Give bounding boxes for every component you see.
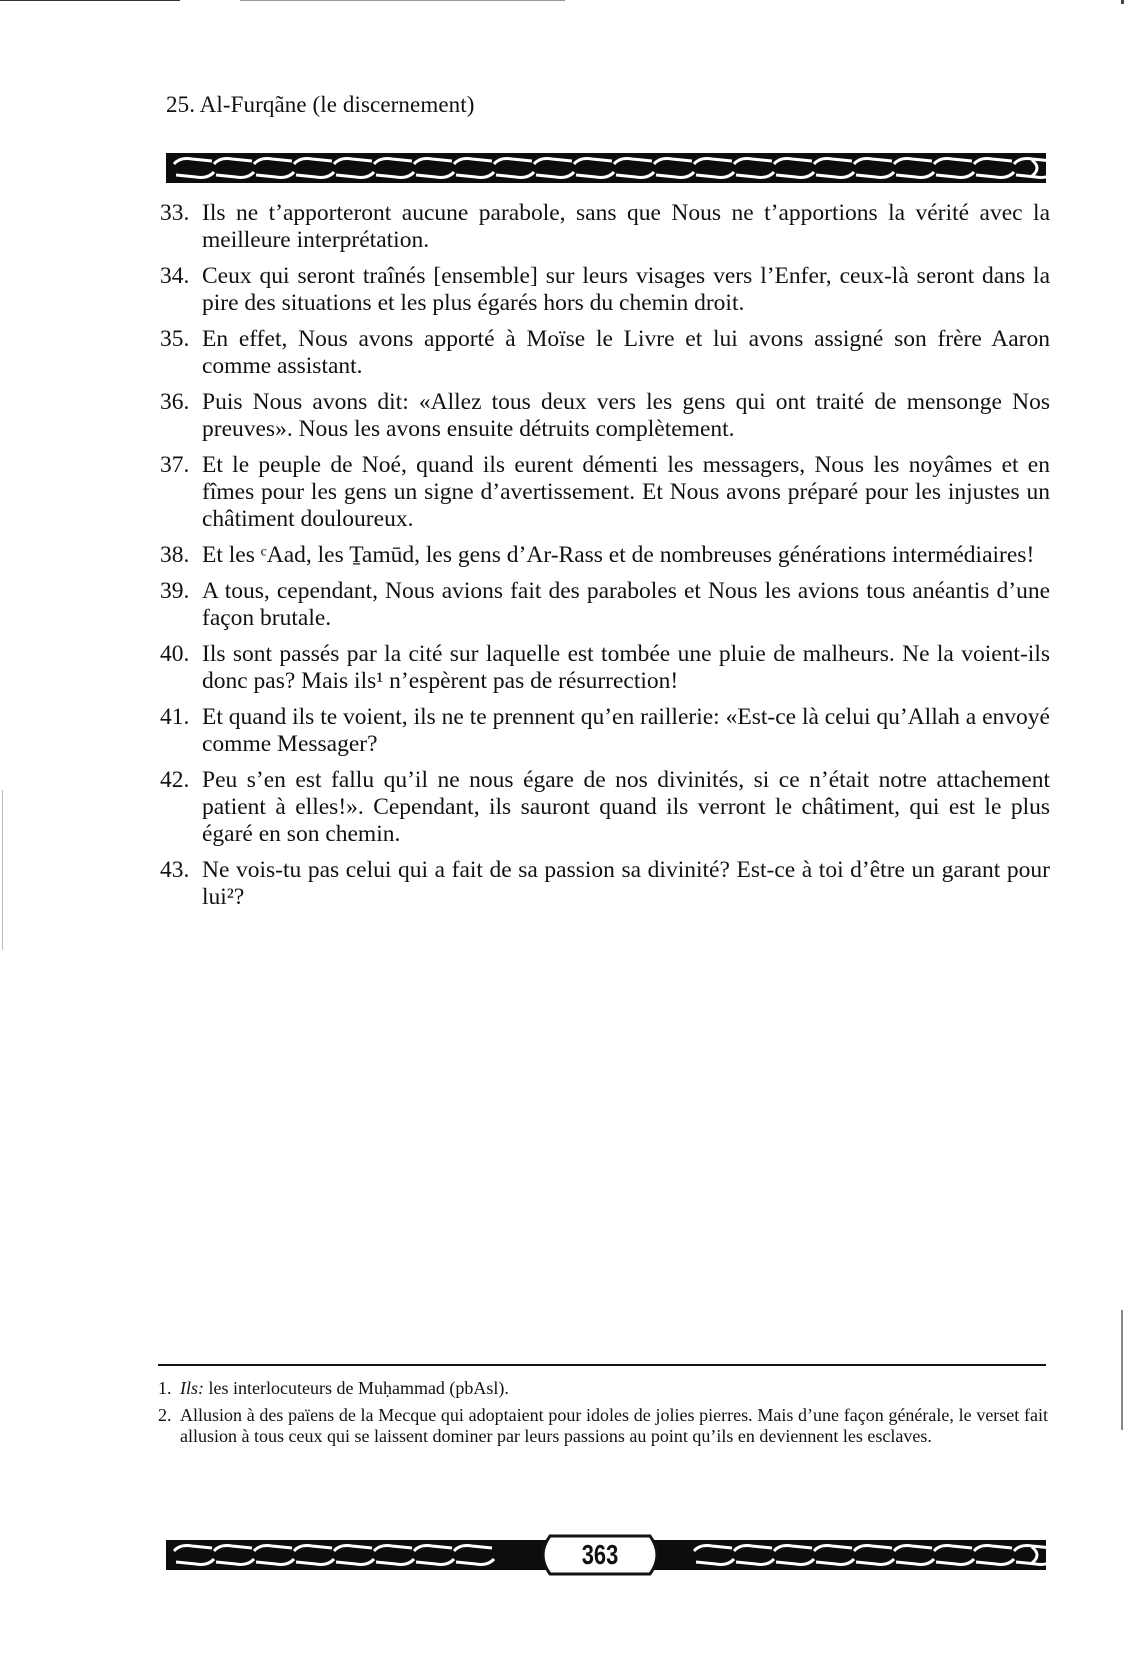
- verse: [160, 389, 1050, 443]
- verse-number: 36.: [160, 389, 190, 415]
- scan-edge-mark: [1121, 0, 1124, 4]
- chain-link: [374, 1546, 414, 1565]
- chain-ornament-pattern: [166, 153, 1046, 183]
- chain-link: [334, 159, 374, 178]
- chain-ornament-top: [166, 153, 1046, 183]
- verse: [160, 542, 1050, 569]
- verse: [160, 200, 1050, 254]
- chain-link: [294, 159, 334, 178]
- chain-link: [774, 1546, 814, 1565]
- verse: [160, 641, 1050, 695]
- chain-link: [254, 159, 294, 178]
- chain-link: [974, 1546, 1014, 1565]
- chain-link: [374, 159, 414, 178]
- scan-edge-line: [0, 0, 180, 1]
- verse-text: Peu s’en est fallu qu’il ne nous égare de nos divinités, si ce n’était notre attachement patient à elles!». Cependant, ils sauront quand ils verront le châtiment, qui est le plus égaré en son chemin.: [202, 767, 1050, 847]
- chain-link: [174, 1546, 214, 1565]
- verse-text: Ils sont passés par la cité sur laquelle est tombée une pluie de malheurs. Ne la voient-ils donc pas? Mais ils¹ n’espèrent pas de résurrection!: [202, 641, 1050, 694]
- chain-link: [894, 1546, 934, 1565]
- verse-text: Ceux qui seront traînés [ensemble] sur leurs visages vers l’Enfer, ceux-là seront dans la pire des situations et les plus égarés hors du chemin droit.: [202, 263, 1050, 316]
- chain-link: [734, 1546, 774, 1565]
- scan-edge-line: [2, 790, 3, 950]
- verse-list: [160, 200, 1050, 920]
- verse-number: 33.: [160, 200, 190, 226]
- footnote: [158, 1405, 1048, 1447]
- chain-link: [814, 159, 854, 178]
- footnotes: [158, 1378, 1048, 1453]
- verse: [160, 452, 1050, 533]
- verse-number: 35.: [160, 326, 190, 352]
- verse-text: Et les ᶜAad, les T̠amūd, les gens d’Ar-Rass et de nombreuses générations intermédiaires!: [202, 542, 1035, 568]
- verse-text: Ils ne t’apporteront aucune parabole, sans que Nous ne t’apportions la vérité avec la meilleure interprétation.: [202, 200, 1050, 253]
- verse-number: 41.: [160, 704, 190, 730]
- chain-link: [774, 159, 814, 178]
- footnote-text: Allusion à des païens de la Mecque qui adoptaient pour idoles de jolies pierres. Mais d’une façon générale, le verset fait allusion à tous ceux qui se laissent dominer par leurs passions au point qu’ils en deviennent les esclaves.: [180, 1405, 1048, 1446]
- verse: [160, 704, 1050, 758]
- chapter-title: 25. Al-Furqãne (le discernement): [166, 92, 475, 117]
- verse-number: 42.: [160, 767, 190, 793]
- scan-edge-line: [240, 0, 565, 1]
- footnote-divider: [158, 1364, 1046, 1366]
- verse-text: A tous, cependant, Nous avions fait des paraboles et Nous les avions tous anéantis d’une façon brutale.: [202, 578, 1050, 631]
- chain-link: [734, 159, 774, 178]
- chain-end: [1032, 1547, 1037, 1563]
- verse: [160, 578, 1050, 632]
- footnote-text: [180, 1378, 1048, 1399]
- chain-link: [614, 159, 654, 178]
- footnote-number: 1.: [158, 1378, 172, 1398]
- verse-number: 37.: [160, 452, 190, 478]
- chain-link: [414, 159, 454, 178]
- chain-link: [574, 159, 614, 178]
- chain-end: [1032, 160, 1037, 176]
- chain-link: [454, 1546, 494, 1565]
- verse-number: 34.: [160, 263, 190, 289]
- chain-link: [974, 159, 1014, 178]
- verse-number: 38.: [160, 542, 190, 568]
- chain-link: [814, 1546, 854, 1565]
- chain-link: [534, 159, 574, 178]
- chain-link: [214, 159, 254, 178]
- footnote-number: 2.: [158, 1405, 172, 1425]
- chain-link: [694, 159, 734, 178]
- verse-text: Et le peuple de Noé, quand ils eurent démenti les messagers, Nous les noyâmes et en fîmes pour les gens un signe d’avertissement. Et Nous avons préparé pour les injustes un châtiment douloureux.: [202, 452, 1050, 532]
- chain-link: [254, 1546, 294, 1565]
- verse: [160, 263, 1050, 317]
- chain-link: [334, 1546, 374, 1565]
- verse: [160, 857, 1050, 911]
- scan-edge-line: [1121, 1310, 1123, 1430]
- chain-link: [694, 1546, 734, 1565]
- footnote-body: les interlocuteurs de Muḥammad (pbAsl).: [204, 1378, 509, 1398]
- verse-number: 40.: [160, 641, 190, 667]
- chain-link: [294, 1546, 334, 1565]
- chain-link: [414, 1546, 454, 1565]
- chain-link: [854, 159, 894, 178]
- chain-link: [894, 159, 934, 178]
- chain-link: [494, 159, 534, 178]
- chain-link: [854, 1546, 894, 1565]
- chain-link: [214, 1546, 254, 1565]
- chain-link: [654, 159, 694, 178]
- verse: [160, 767, 1050, 848]
- verse-text: En effet, Nous avons apporté à Moïse le Livre et lui avons assigné son frère Aaron comme assistant.: [202, 326, 1050, 379]
- chain-link: [934, 159, 974, 178]
- footnote: [158, 1378, 1048, 1399]
- verse-text: Ne vois-tu pas celui qui a fait de sa passion sa divinité? Est-ce à toi d’être un garant pour lui²?: [202, 857, 1050, 910]
- chain-link: [174, 159, 214, 178]
- footnote-term: Ils:: [180, 1378, 204, 1398]
- chain-link: [934, 1546, 974, 1565]
- verse-number: 43.: [160, 857, 190, 883]
- verse-number: 39.: [160, 578, 190, 604]
- verse: [160, 326, 1050, 380]
- verse-text: Puis Nous avons dit: «Allez tous deux vers les gens qui ont traité de mensonge Nos preuves». Nous les avons ensuite détruits complètement.: [202, 389, 1050, 442]
- chain-link: [1014, 1546, 1046, 1565]
- page-number: 363: [581, 1539, 619, 1570]
- chain-link: [1014, 159, 1046, 178]
- verse-text: Et quand ils te voient, ils ne te prennent qu’en raillerie: «Est-ce là celui qu’Allah a envoyé comme Messager?: [202, 704, 1050, 757]
- chain-link: [454, 159, 494, 178]
